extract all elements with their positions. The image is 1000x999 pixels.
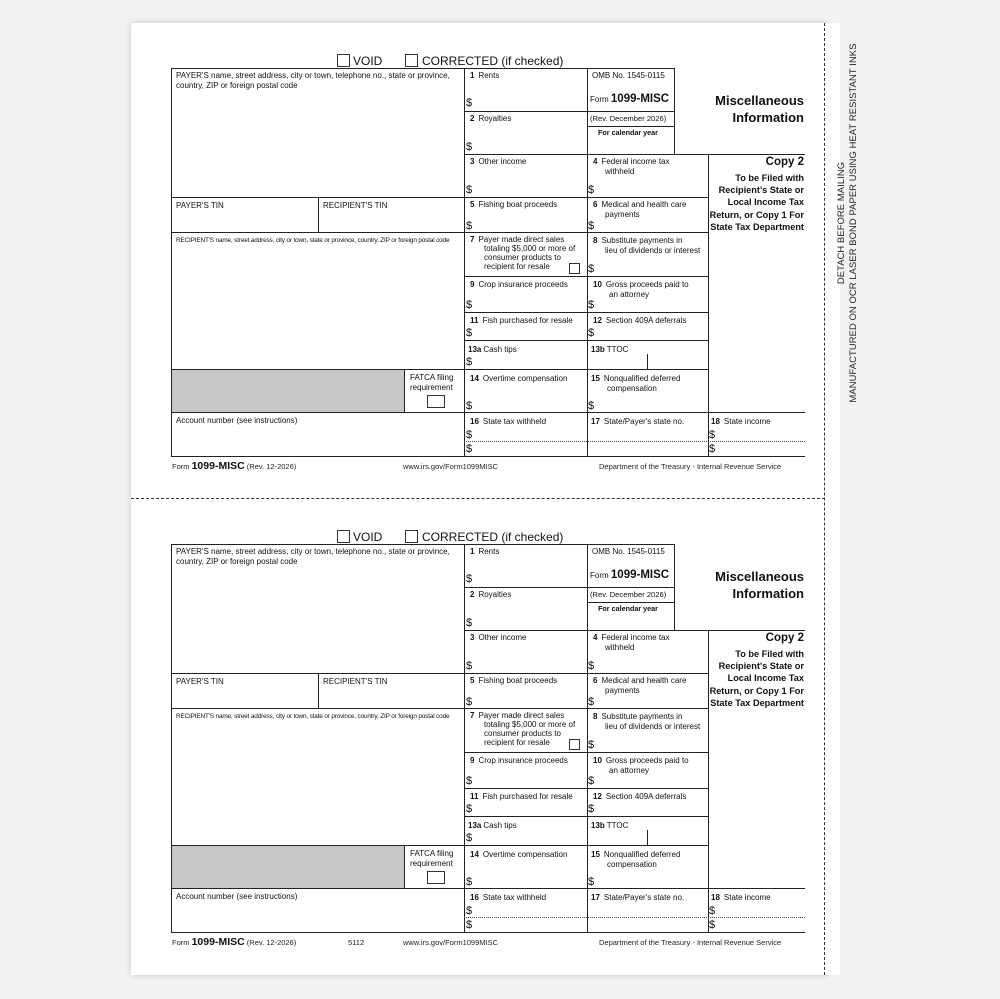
box7-text-line2: totaling $5,000 or more of xyxy=(484,243,576,253)
box12-number: 12 xyxy=(593,316,602,325)
fatca-label-line2: requirement xyxy=(410,858,453,868)
box11-text: Fish purchased for resale xyxy=(482,316,573,325)
box7-text-line4: recipient for resale xyxy=(484,261,550,271)
box4-label xyxy=(593,633,669,652)
box10-number: 10 xyxy=(593,756,602,765)
box10-text-line2: an attorney xyxy=(609,289,650,299)
rule-row3 xyxy=(464,154,805,155)
box13a-number: 13a xyxy=(468,821,482,830)
recipient-tin-label: RECIPIENT'S TIN xyxy=(323,677,388,686)
box5-label xyxy=(470,676,557,686)
calendar-year-label: For calendar year xyxy=(598,128,658,137)
recipient-tin-label: RECIPIENT'S TIN xyxy=(323,201,388,210)
box14-text: Overtime compensation xyxy=(482,374,568,383)
calendar-year-label: For calendar year xyxy=(598,604,658,613)
void-label: VOID xyxy=(353,530,383,544)
box13a-number: 13a xyxy=(468,345,482,354)
footer-form-name: 1099-MISC xyxy=(191,460,245,472)
bottom-rule xyxy=(171,932,805,933)
box4-number: 4 xyxy=(593,157,598,166)
bottom-rule xyxy=(171,456,805,457)
shaded-area xyxy=(172,846,404,888)
box7-text-line2: totaling $5,000 or more of xyxy=(484,719,576,729)
box3-label xyxy=(470,633,526,643)
corrected-checkbox[interactable] xyxy=(405,54,418,67)
box16-amount-2[interactable]: $ xyxy=(466,919,473,931)
form-prefix: Form xyxy=(590,571,609,580)
fatca-divider xyxy=(404,369,405,413)
box13b-text: TTOC xyxy=(606,821,629,830)
box18-amount-2[interactable]: $ xyxy=(709,919,716,931)
title-line1: Miscellaneous xyxy=(715,569,804,584)
rule-omb-form xyxy=(587,111,675,112)
box7-number: 7 xyxy=(470,235,475,244)
box15-label xyxy=(591,374,680,393)
box12-amount[interactable]: $ xyxy=(588,327,595,339)
copy-number: Copy 2 xyxy=(765,632,804,644)
fatca-label xyxy=(410,849,453,868)
payer-name-label: PAYER'S name, street address, city or town, telephone no., state or province, country, ZIP or foreign postal code xyxy=(176,71,450,90)
payer-column-rule xyxy=(464,68,465,457)
omb-number: OMB No. 1545-0115 xyxy=(592,71,665,80)
box10-text-line2: an attorney xyxy=(609,765,650,775)
box12-label xyxy=(593,316,686,326)
box8-text-line1: Substitute payments in xyxy=(601,712,683,721)
revision-date: (Rev. December 2026) xyxy=(590,590,667,599)
box9-amount[interactable]: $ xyxy=(466,775,473,787)
box13a-label xyxy=(468,821,517,831)
box6-text-line1: Medical and health care xyxy=(601,200,687,209)
box10-label xyxy=(593,756,689,775)
box6-text-line2: payments xyxy=(605,209,640,219)
box15-number: 15 xyxy=(591,374,600,383)
box15-text-line1: Nonqualified deferred xyxy=(603,374,681,383)
rule-row16 xyxy=(464,412,805,413)
detach-notice: DETACH BEFORE MAILING xyxy=(835,161,846,285)
box18-label xyxy=(711,417,771,427)
box6-text-line2: payments xyxy=(605,685,640,695)
box14-label xyxy=(470,850,567,860)
recipient-top-rule xyxy=(171,708,465,709)
account-number-label: Account number (see instructions) xyxy=(176,416,298,425)
box6-amount[interactable]: $ xyxy=(588,220,595,232)
box6-label xyxy=(593,200,686,219)
form-number xyxy=(590,569,669,581)
box11-number: 11 xyxy=(470,316,479,325)
box9-number: 9 xyxy=(470,756,475,765)
footer-form-id xyxy=(172,936,296,948)
box2-label xyxy=(470,114,511,124)
box16-amount-2[interactable]: $ xyxy=(466,443,473,455)
rule-row3 xyxy=(464,630,805,631)
box6-label xyxy=(593,676,686,695)
copy-number: Copy 2 xyxy=(765,156,804,168)
account-top-rule xyxy=(171,412,465,413)
box1-number: 1 xyxy=(470,547,475,556)
box8-number: 8 xyxy=(593,712,598,721)
form-name: 1099-MISC xyxy=(610,93,670,105)
box2-text: Royalties xyxy=(478,114,512,123)
fatca-label-line1: FATCA filing xyxy=(410,373,454,382)
box8-text-line2: lieu of dividends or interest xyxy=(605,245,701,255)
box1-label xyxy=(470,547,499,557)
footer-form-code: 5112 xyxy=(348,938,365,947)
rule-state-dotted xyxy=(464,917,805,918)
box11-label xyxy=(470,792,573,802)
box10-number: 10 xyxy=(593,280,602,289)
box15-amount[interactable]: $ xyxy=(588,400,595,412)
form-1099-misc-bottom xyxy=(0,476,1000,946)
box10-amount[interactable]: $ xyxy=(588,299,595,311)
rule-omb-form xyxy=(587,587,675,588)
box18-amount-2[interactable]: $ xyxy=(709,443,716,455)
form-title xyxy=(680,92,804,126)
footer-url: www.irs.gov/Form1099MISC xyxy=(403,462,499,471)
footer-url: www.irs.gov/Form1099MISC xyxy=(403,938,499,947)
box3-amount[interactable]: $ xyxy=(466,184,473,196)
rule-row9 xyxy=(464,752,709,753)
box11-number: 11 xyxy=(470,792,479,801)
box13b-label xyxy=(591,821,628,831)
revision-date: (Rev. December 2026) xyxy=(590,114,667,123)
box4-text-line1: Federal income tax xyxy=(601,157,670,166)
box16-number: 16 xyxy=(470,893,479,902)
void-label: VOID xyxy=(353,54,383,68)
box9-label xyxy=(470,756,568,766)
box3-label xyxy=(470,157,526,167)
box16-amount-1[interactable]: $ xyxy=(466,905,473,917)
footer-form-id xyxy=(172,460,296,472)
box8-number: 8 xyxy=(593,236,598,245)
box1-text: Rents xyxy=(478,71,500,80)
rule-row13 xyxy=(464,340,709,341)
box16-number: 16 xyxy=(470,417,479,426)
paper-notice: MANUFACTURED ON OCR LASER BOND PAPER USING HEAT RESISTANT INKS xyxy=(847,43,858,403)
box18-text: State income xyxy=(723,417,771,426)
form-prefix: Form xyxy=(590,95,609,104)
box9-label xyxy=(470,280,568,290)
payer-name-label: PAYER'S name, street address, city or town, telephone no., state or province, country, ZIP or foreign postal code xyxy=(176,547,450,566)
box17-number: 17 xyxy=(591,417,600,426)
fatca-label-line1: FATCA filing xyxy=(410,849,454,858)
box15-amount[interactable]: $ xyxy=(588,876,595,888)
box6-number: 6 xyxy=(593,200,598,209)
box14-number: 14 xyxy=(470,850,479,859)
top-rule xyxy=(171,544,674,545)
recipient-top-rule xyxy=(171,232,465,233)
box12-number: 12 xyxy=(593,792,602,801)
box5-amount[interactable]: $ xyxy=(466,696,473,708)
box18-label xyxy=(711,893,771,903)
box3-amount[interactable]: $ xyxy=(466,660,473,672)
box8-text-line1: Substitute payments in xyxy=(601,236,683,245)
box3-text: Other income xyxy=(478,157,527,166)
rule-row7 xyxy=(464,708,709,709)
box4-number: 4 xyxy=(593,633,598,642)
box11-amount[interactable]: $ xyxy=(466,803,473,815)
box13a-text: Cash tips xyxy=(483,345,517,354)
box3-text: Other income xyxy=(478,633,527,642)
box13a-amount[interactable]: $ xyxy=(466,356,473,368)
box5-amount[interactable]: $ xyxy=(466,220,473,232)
rule-b1-b2 xyxy=(464,111,588,112)
box14-label xyxy=(470,374,567,384)
box7-text-line1: Payer made direct sales xyxy=(478,235,565,244)
box14-text: Overtime compensation xyxy=(482,850,568,859)
title-line2: Information xyxy=(732,110,804,125)
box15-text-line2: compensation xyxy=(607,859,657,869)
box5-text: Fishing boat proceeds xyxy=(478,676,558,685)
box13b-number: 13b xyxy=(591,821,605,830)
box17-text: State/Payer's state no. xyxy=(603,417,685,426)
form-title xyxy=(680,568,804,602)
corrected-checkbox[interactable] xyxy=(405,530,418,543)
void-checkbox[interactable] xyxy=(337,54,350,67)
box3-number: 3 xyxy=(470,157,475,166)
box3-number: 3 xyxy=(470,633,475,642)
box6-amount[interactable]: $ xyxy=(588,696,595,708)
box16-amount-1[interactable]: $ xyxy=(466,429,473,441)
copy-description: To be Filed with Recipient's State or Local Income Tax Return, or Copy 1 For State Tax Department xyxy=(709,173,804,232)
payer-column-rule xyxy=(464,544,465,933)
rule-row9 xyxy=(464,276,709,277)
box5-text: Fishing boat proceeds xyxy=(478,200,558,209)
account-number-label: Account number (see instructions) xyxy=(176,892,298,901)
box12-amount[interactable]: $ xyxy=(588,803,595,815)
box2-text: Royalties xyxy=(478,590,512,599)
box17-number: 17 xyxy=(591,893,600,902)
box7-text-line1: Payer made direct sales xyxy=(478,711,565,720)
rule-row14 xyxy=(464,369,709,370)
box2-amount[interactable]: $ xyxy=(466,141,473,153)
box9-number: 9 xyxy=(470,280,475,289)
box9-amount[interactable]: $ xyxy=(466,299,473,311)
box13b-label xyxy=(591,345,628,355)
box15-text-line2: compensation xyxy=(607,383,657,393)
box7-label xyxy=(470,236,575,272)
rule-form-rev xyxy=(587,126,675,127)
rule-state-dotted xyxy=(464,441,805,442)
footer-form-prefix: Form xyxy=(172,462,190,471)
box18-number: 18 xyxy=(711,417,720,426)
box8-amount[interactable]: $ xyxy=(588,739,595,751)
box2-label xyxy=(470,590,511,600)
ttoc-tick xyxy=(647,830,648,845)
recipient-name-label: RECIPIENT'S name, street address, city or town, state or province, country, ZIP or foreign postal code xyxy=(176,237,450,244)
box2-number: 2 xyxy=(470,114,475,123)
box13a-text: Cash tips xyxy=(483,821,517,830)
box4-text-line2: withheld xyxy=(605,642,635,652)
footer-revision: (Rev. 12-2026) xyxy=(246,938,297,947)
box10-amount[interactable]: $ xyxy=(588,775,595,787)
rule-row11 xyxy=(464,312,709,313)
box18-number: 18 xyxy=(711,893,720,902)
box8-label xyxy=(593,236,700,255)
fatca-divider xyxy=(404,845,405,889)
box13a-label xyxy=(468,345,517,355)
box16-label xyxy=(470,417,546,427)
box13b-number: 13b xyxy=(591,345,605,354)
box4-text-line1: Federal income tax xyxy=(601,633,670,642)
ttoc-tick xyxy=(647,354,648,369)
box15-number: 15 xyxy=(591,850,600,859)
box8-text-line2: lieu of dividends or interest xyxy=(605,721,701,731)
box12-text: Section 409A deferrals xyxy=(605,316,687,325)
box15-text-line1: Nonqualified deferred xyxy=(603,850,681,859)
rule-row7 xyxy=(464,232,709,233)
footer-department: Department of the Treasury - Internal Revenue Service xyxy=(599,938,782,947)
footer-form-name: 1099-MISC xyxy=(191,936,245,948)
title-line1: Miscellaneous xyxy=(715,93,804,108)
form-name: 1099-MISC xyxy=(610,569,670,581)
box12-text: Section 409A deferrals xyxy=(605,792,687,801)
corrected-label: CORRECTED (if checked) xyxy=(422,54,564,68)
box15-label xyxy=(591,850,680,869)
box17-label xyxy=(591,893,684,903)
box5-label xyxy=(470,200,557,210)
box18-text: State income xyxy=(723,893,771,902)
box11-amount[interactable]: $ xyxy=(466,327,473,339)
top-rule xyxy=(171,68,674,69)
box4-amount[interactable]: $ xyxy=(588,660,595,672)
box11-text: Fish purchased for resale xyxy=(482,792,573,801)
box4-text-line2: withheld xyxy=(605,166,635,176)
box9-text: Crop insurance proceeds xyxy=(478,280,568,289)
box16-label xyxy=(470,893,546,903)
box17-text: State/Payer's state no. xyxy=(603,893,685,902)
corrected-label: CORRECTED (if checked) xyxy=(422,530,564,544)
box2-number: 2 xyxy=(470,590,475,599)
payer-tin-label: PAYER'S TIN xyxy=(176,677,224,686)
box7-checkbox[interactable] xyxy=(569,263,580,274)
rule-row5 xyxy=(464,673,709,674)
form-number xyxy=(590,93,669,105)
box18-amount-1[interactable]: $ xyxy=(709,905,716,917)
box16-text: State tax withheld xyxy=(482,417,547,426)
box7-text-line3: consumer products to xyxy=(484,252,561,262)
recipient-name-label: RECIPIENT'S name, street address, city or town, state or province, country, ZIP or foreign postal code xyxy=(176,713,450,720)
footer-department: Department of the Treasury - Internal Revenue Service xyxy=(599,462,782,471)
account-top-rule xyxy=(171,888,465,889)
box7-text-line4: recipient for resale xyxy=(484,737,550,747)
fatca-label xyxy=(410,373,453,392)
rule-row11 xyxy=(464,788,709,789)
rule-b1-b2 xyxy=(464,587,588,588)
fatca-checkbox[interactable] xyxy=(427,395,445,408)
box7-number: 7 xyxy=(470,711,475,720)
box5-number: 5 xyxy=(470,676,475,685)
box4-label xyxy=(593,157,669,176)
rule-row5 xyxy=(464,197,709,198)
shaded-area xyxy=(172,370,404,412)
footer-revision: (Rev. 12-2026) xyxy=(246,462,297,471)
box4-amount[interactable]: $ xyxy=(588,184,595,196)
box6-number: 6 xyxy=(593,676,598,685)
box8-label xyxy=(593,712,700,731)
omb-number: OMB No. 1545-0115 xyxy=(592,547,665,556)
box8-amount[interactable]: $ xyxy=(588,263,595,275)
rule-form-rev xyxy=(587,602,675,603)
box10-text-line1: Gross proceeds paid to xyxy=(605,280,689,289)
box14-amount[interactable]: $ xyxy=(466,400,473,412)
rule-row14 xyxy=(464,845,709,846)
box1-amount[interactable]: $ xyxy=(466,573,473,585)
box13a-amount[interactable]: $ xyxy=(466,832,473,844)
box17-label xyxy=(591,417,684,427)
rule-row16 xyxy=(464,888,805,889)
payer-tin-label: PAYER'S TIN xyxy=(176,201,224,210)
box11-label xyxy=(470,316,573,326)
box14-amount[interactable]: $ xyxy=(466,876,473,888)
box7-checkbox[interactable] xyxy=(569,739,580,750)
box13b-text: TTOC xyxy=(606,345,629,354)
box10-label xyxy=(593,280,689,299)
box2-amount[interactable]: $ xyxy=(466,617,473,629)
title-line2: Information xyxy=(732,586,804,601)
form-1099-misc-top xyxy=(0,0,1000,470)
box7-label xyxy=(470,712,575,748)
box5-number: 5 xyxy=(470,200,475,209)
box1-number: 1 xyxy=(470,71,475,80)
box18-amount-1[interactable]: $ xyxy=(709,429,716,441)
box16-text: State tax withheld xyxy=(482,893,547,902)
tin-divider xyxy=(318,673,319,709)
box1-label xyxy=(470,71,499,81)
box10-text-line1: Gross proceeds paid to xyxy=(605,756,689,765)
box6-text-line1: Medical and health care xyxy=(601,676,687,685)
box14-number: 14 xyxy=(470,374,479,383)
box9-text: Crop insurance proceeds xyxy=(478,756,568,765)
box1-text: Rents xyxy=(478,547,500,556)
footer-form-prefix: Form xyxy=(172,938,190,947)
rule-row13 xyxy=(464,816,709,817)
box7-text-line3: consumer products to xyxy=(484,728,561,738)
box12-label xyxy=(593,792,686,802)
void-checkbox[interactable] xyxy=(337,530,350,543)
fatca-label-line2: requirement xyxy=(410,382,453,392)
copy-description: To be Filed with Recipient's State or Local Income Tax Return, or Copy 1 For State Tax Department xyxy=(709,649,804,708)
fatca-checkbox[interactable] xyxy=(427,871,445,884)
tin-divider xyxy=(318,197,319,233)
box1-amount[interactable]: $ xyxy=(466,97,473,109)
